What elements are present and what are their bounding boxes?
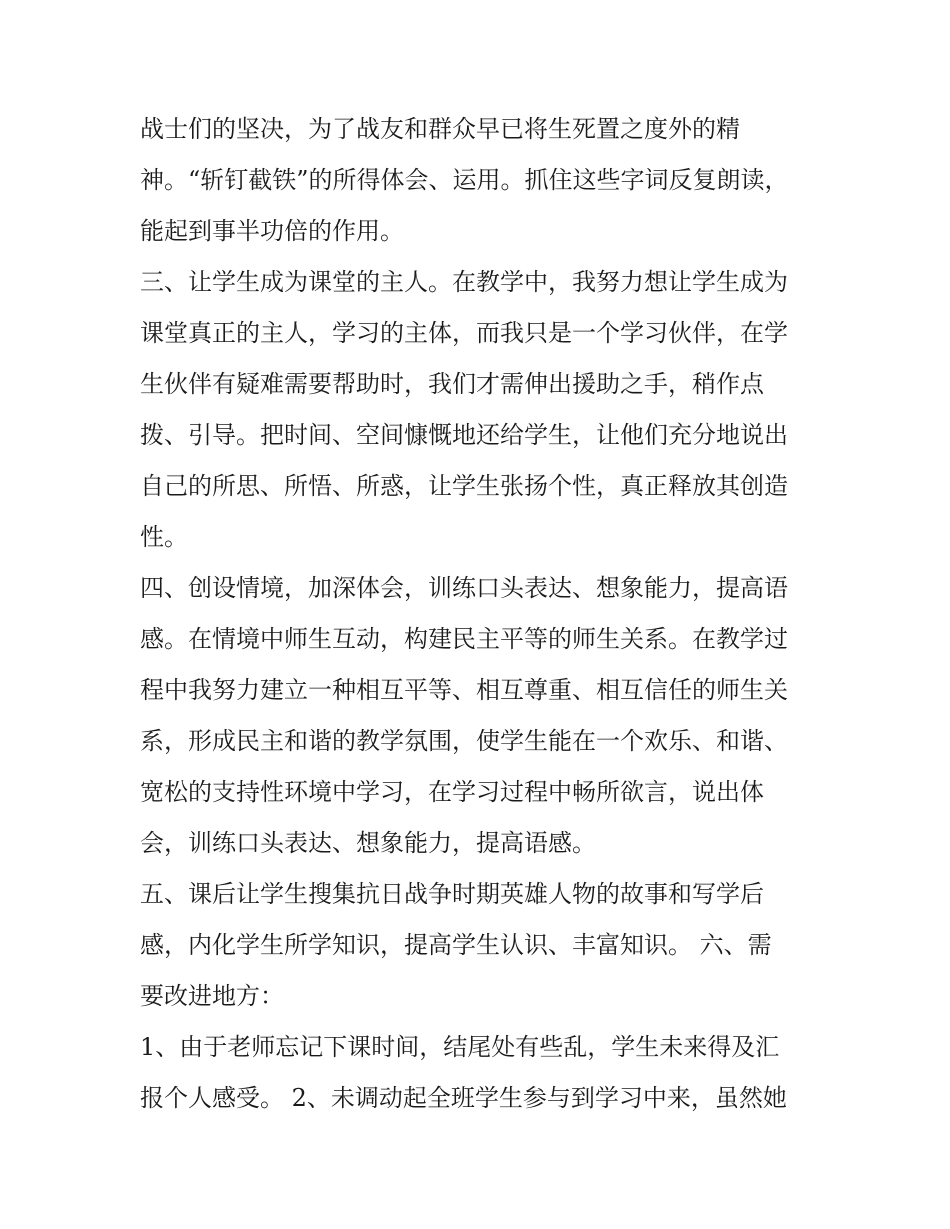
text-line: 课堂真正的主人，学习的主体，而我只是一个学习伙伴，在学 — [140, 319, 788, 347]
text-line: 程中我努力建立一种相互平等、相互尊重、相互信任的师生关 — [140, 676, 788, 704]
text-line: 三、让学生成为课堂的主人。在教学中，我努力想让学生成为 — [140, 268, 788, 296]
text-line: 自己的所思、所悟、所惑，让学生张扬个性，真正释放其创造 — [140, 472, 788, 500]
text-line: 五、课后让学生搜集抗日战争时期英雄人物的故事和写学后 — [140, 880, 764, 908]
text-line: 报个人感受。 2、未调动起全班学生参与到学习中来，虽然她 — [140, 1084, 787, 1112]
document-page — [140, 104, 812, 1124]
text-line: 要改进地方： — [140, 982, 284, 1010]
text-line: 感。在情境中师生互动，构建民主平等的师生关系。在教学过 — [140, 625, 788, 653]
text-line: 会，训练口头表达、想象能力，提高语感。 — [140, 829, 596, 857]
text-line: 感，内化学生所学知识，提高学生认识、丰富知识。 六、需 — [140, 931, 772, 959]
text-line: 神。“斩钉截铁”的所得体会、运用。抓住这些字词反复朗读， — [140, 166, 789, 194]
text-line: 1、由于老师忘记下课时间，结尾处有些乱，学生未来得及汇 — [140, 1033, 780, 1061]
text-line: 能起到事半功倍的作用。 — [140, 217, 404, 245]
text-line: 战士们的坚决，为了战友和群众早已将生死置之度外的精 — [140, 115, 740, 143]
text-line: 拨、引导。把时间、空间慷慨地还给学生，让他们充分地说出 — [140, 421, 788, 449]
text-line: 性。 — [140, 523, 188, 551]
text-line: 四、创设情境，加深体会，训练口头表达、想象能力，提高语 — [140, 574, 788, 602]
text-line: 生伙伴有疑难需要帮助时，我们才需伸出援助之手，稍作点 — [140, 370, 764, 398]
text-line: 系，形成民主和谐的教学氛围，使学生能在一个欢乐、和谐、 — [140, 727, 788, 755]
text-line: 宽松的支持性环境中学习，在学习过程中畅所欲言，说出体 — [140, 778, 764, 806]
